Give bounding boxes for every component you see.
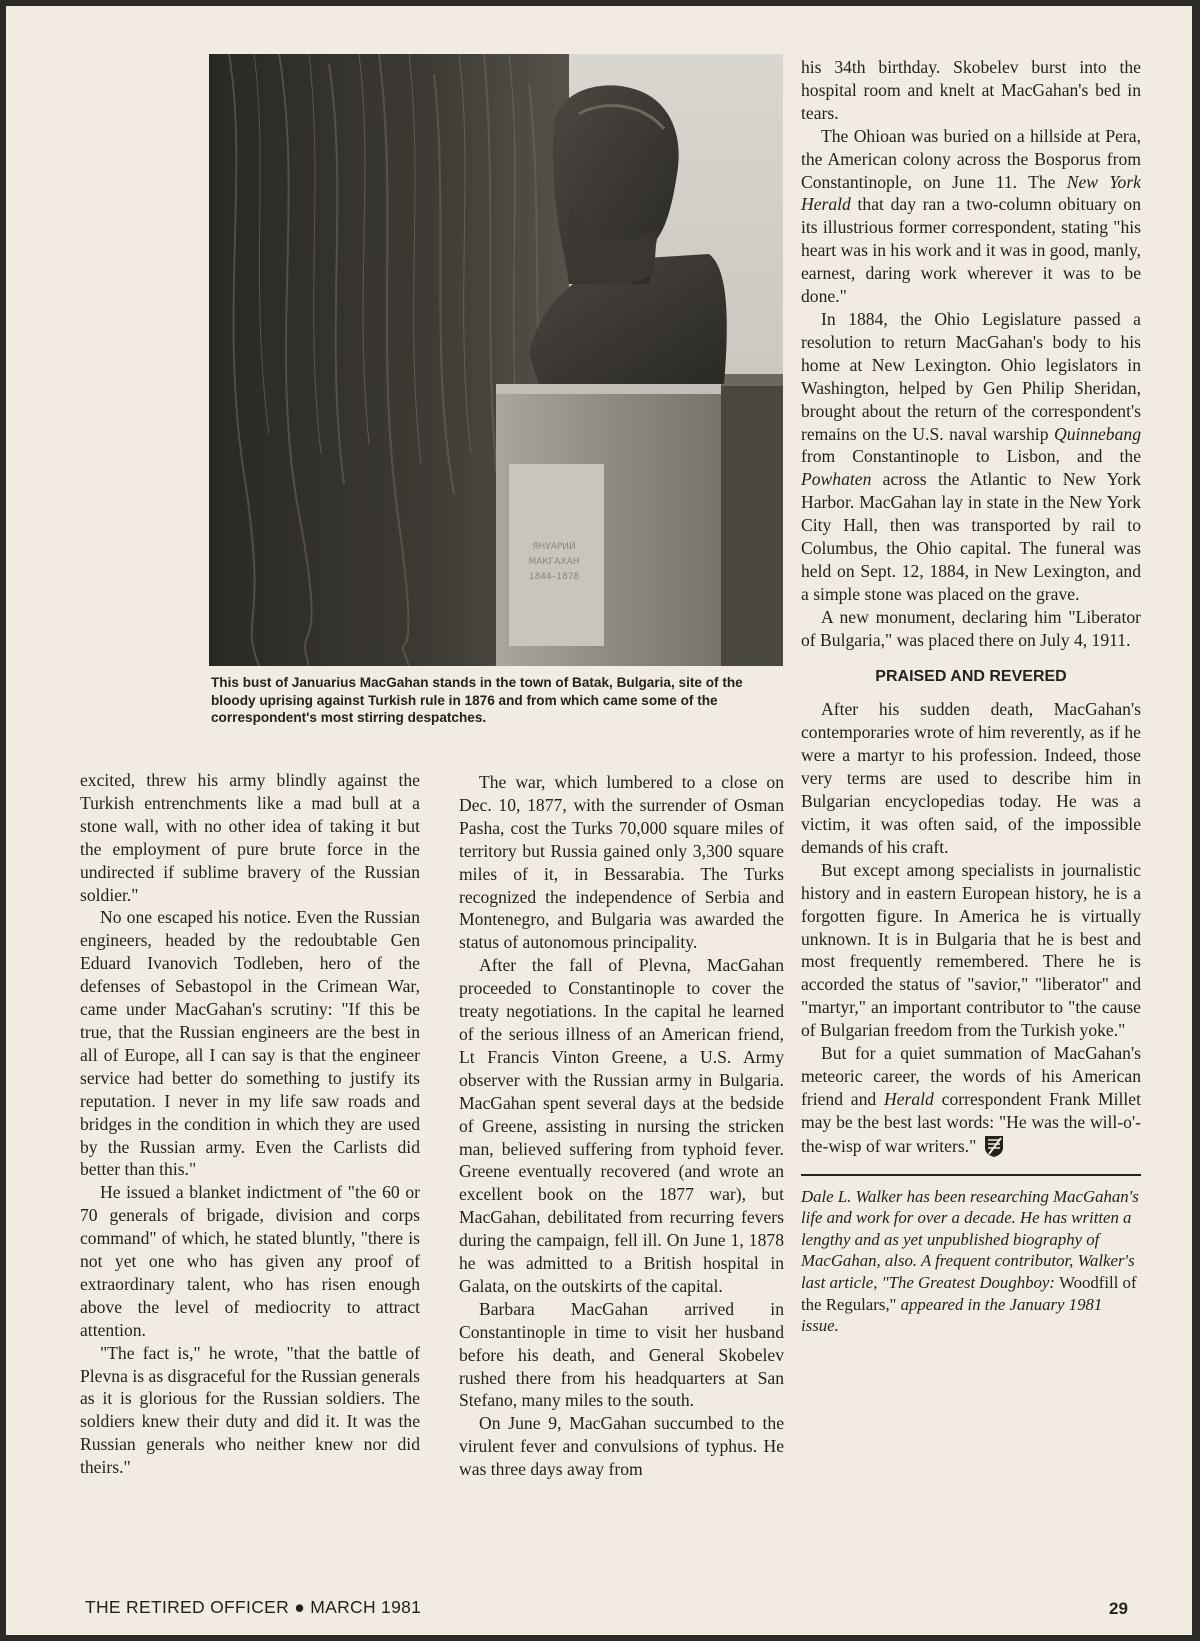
text-run: But for a quiet summation of MacGahan's meteoric career, the words of his American friend and [801,1043,1141,1109]
paragraph: After the fall of Plevna, MacGahan proceeded to Constantinople to cover the treaty negotiations. In the capital he learned of the serious illness of an American friend, Lt Francis Vinton Greene, a U.S. Army observer with the Russian army in Bulgaria. MacGahan spent several days at the bedside of Greene, assisting in nursing the stricken man, believed suffering from typhoid fever. Greene eventually recovered (and wrote an excellent book on the 1877 war), but MacGahan, debilitated from recurring fevers during the campaign, fell ill. On June 1, 1878 he was admitted to a British hospital in Galata, on the outskirts of the capital. [459,955,784,1296]
author-bio [801,1186,1141,1337]
paragraph: On June 9, MacGahan succumbed to the virulent fever and convulsions of typhus. He was three days away from [459,1413,784,1480]
paragraph [801,125,1141,308]
text-run: appeared in the January 1981 issue. [801,1294,1103,1336]
ship-name: Powhaten [801,469,872,490]
paragraph: After his sudden death, MacGahan's contemporaries wrote of him reverently, as if he were a martyr to his profession. Indeed, those very terms are used to describe him in Bulgarian encyclopedias today. He was a victim, it was often said, of the impossible demands of his craft. [801,699,1141,857]
text-run: correspondent Frank Millet may be the best last words: "He was the will-o'-the-wisp of war writers." [801,1088,1141,1156]
paragraph: No one escaped his notice. Even the Russian engineers, headed by the redoubtable Gen Eduard Ivanovich Todleben, hero of the defenses of Sebastopol in the Crimean War, came under MacGahan's scrutiny: "If this be true, that the Russian engineers are the best in all of Europe, all I can say is that the engineer service had better do something to justify its reputation. I never in my life saw roads and bridges in the condition in which they are used by the Russian army. Even the Carlists did better than this." [80,907,420,1180]
text-column-2 [459,771,784,1481]
section-heading: PRAISED AND REVERED [875,667,1067,685]
text-run: The Ohioan was buried on a hillside at Pera, the American colony across the Bosporus from Constantinople, on June 11. The [801,125,1141,192]
paragraph: The war, which lumbered to a close on Dec. 10, 1877, with the surrender of Osman Pasha, cost the Turks 70,000 square miles of territory but Russia gained only 3,300 square miles of it, in Bessarabia. The Turks recognized the independence of Serbia and Montenegro, and Bulgaria was awarded the status of autonomous principality. [459,772,784,953]
text-column-1 [80,769,420,1479]
photo-caption: This bust of Januarius MacGahan stands in the town of Batak, Bulgaria, site of the bloody uprising against Turkish rule in 1876 and from which came some of the correspondent's most stirring despatches. [211,675,743,725]
text-run: Woodfill of the Regulars," [801,1273,1137,1314]
paragraph: He issued a blanket indictment of "the 60 or 70 generals of brigade, division and corps command" of which, he stated bluntly, "there is not yet one who has given any proof of extraordinary talent, who has risen enough above the level of mediocrity to attract attention. [80,1182,420,1340]
paragraph [801,308,1141,606]
plaque-line-2: МАКГАХАН [528,557,580,567]
text-run: In 1884, the Ohio Legislature passed a resolution to return MacGahan's body to his home at New Lexington. Ohio legislators in Washington, helped by Gen Philip Sheridan, brought about the return of the correspondent's remains on the U.S. naval warship [801,308,1141,444]
paragraph: Barbara MacGahan arrived in Constantinople in time to visit her husband before his death, and General Skobelev rushed there from his headquarters at San Stefano, many miles to the south. [459,1298,784,1411]
text-run: that day ran a two-column obituary on its illustrious former correspondent, stating "his heart was in his work and it was in good, manly, earnest, daring work wherever it was to be done." [801,194,1141,307]
text-run: from Constantinople to Lisbon, and the [801,446,1141,467]
paragraph [801,1042,1141,1158]
text-column-3 [801,56,1141,1337]
newspaper-title: New York Herald [801,171,1141,215]
end-of-article-emblem-icon [982,1134,1006,1158]
text-run: across the Atlantic to New York Harbor. MacGahan lay in state in the New York City Hall, then was transported by rail to Columbus, the Ohio capital. The funeral was held on Sept. 12, 1884, in New Lexington, and a simple stone was placed on the grave. [801,469,1141,604]
paragraph: excited, threw his army blindly against the Turkish entrenchments like a mad bull at a stone wall, with no other idea of taking it but the employment of pure brute force in the undirected if sublime bravery of the Russian soldier." [80,770,420,905]
paragraph: "The fact is," he wrote, "that the battle of Plevna is as disgraceful for the Russian generals as it is glorious for the Russian soldiers. The soldiers knew their duty and did it. It was the Russian generals who neither knew nor did theirs." [80,1342,420,1478]
divider [801,1174,1141,1176]
publication-footer: THE RETIRED OFFICER ● MARCH 1981 [85,1597,422,1617]
paragraph: But except among specialists in journalistic history and in eastern European history, he is a forgotten figure. In America he is virtually unknown. It is in Bulgaria that he is best and most frequently remembered. There he is accorded the status of "savior," "liberator" and "martyr," an important contributor to "the cause of Bulgarian freedom from the Turkish yoke." [801,859,1141,1041]
plaque-line-3: 1844–1878 [528,572,580,582]
bust-photo-image [209,54,783,666]
paragraph: his 34th birthday. Skobelev burst into the hospital room and knelt at MacGahan's bed in tears. [801,57,1141,123]
bust-photo [209,54,783,666]
plaque-line-1: ЯНУАРИЙ [532,542,576,552]
paragraph: A new monument, declaring him "Liberator of Bulgaria," was placed there on July 4, 1911. [801,606,1141,650]
ship-name: Quinnebang [1054,423,1141,444]
newspaper-title: Herald [884,1088,934,1109]
magazine-page [6,6,1192,1635]
text-run: Dale L. Walker has been researching MacGahan's life and work for over a decade. He has written a lengthy and as yet unpublished biography of MacGahan, also. A frequent contributor, Walker's last article, "The Greatest Doughboy: [801,1186,1139,1293]
page-number: 29 [1109,1599,1128,1618]
